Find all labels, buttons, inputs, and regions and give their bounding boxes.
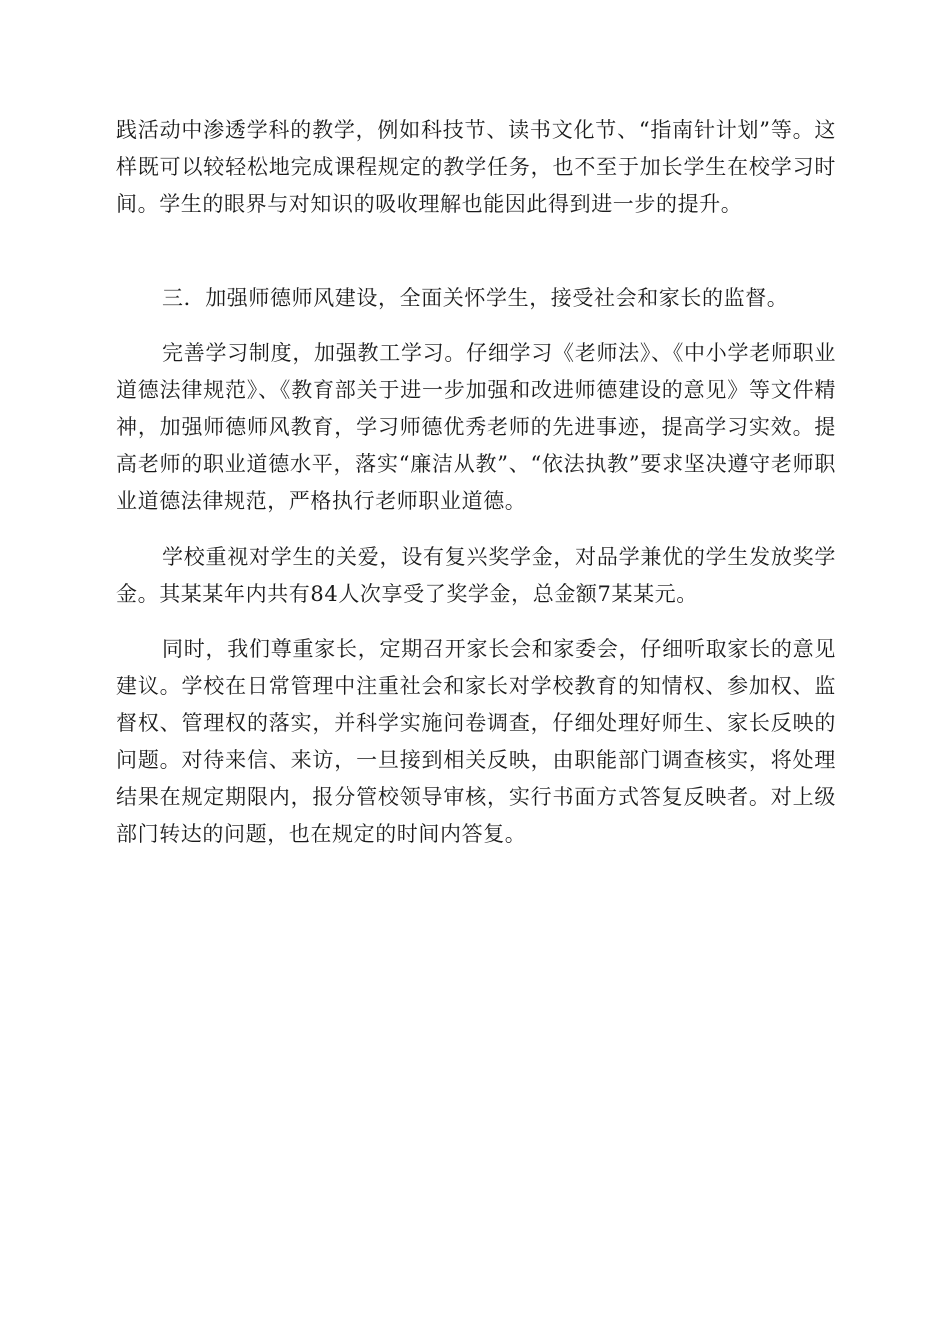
- document-paragraph: [116, 539, 836, 613]
- paragraph-text: 同时，我们尊重家长，定期召开家长会和家委会，仔细听取家长的意见建议。学校在日常管理中注重社会和家长对学校教育的知情权、参加权、监督权、管理权的落实，并科学实施问卷调查，仔细处理好师生、家长反映的问题。对待来信、来访，一旦接到相关反映，由职能部门调查核实，将处理结果在规定期限内，报分管校领导审核，实行书面方式答复反映者。对上级部门转达的问题，也在规定的时间内答复。: [116, 637, 836, 846]
- paragraph-text: 学校重视对学生的关爱，设有复兴奖学金，对品学兼优的学生发放奖学金。其某某年内共有84人次享受了奖学金，总金额7某某元。: [116, 545, 836, 606]
- document-paragraph-continued: [116, 112, 836, 223]
- document-paragraph: [116, 335, 836, 520]
- section-heading: [116, 280, 836, 317]
- document-paragraph: [116, 631, 836, 853]
- section-heading-text: 三．加强师德师风建设，全面关怀学生，接受社会和家长的监督。: [162, 286, 789, 310]
- paragraph-text: 完善学习制度，加强教工学习。仔细学习《老师法》、《中小学老师职业道德法律规范》、《教育部关于进一步加强和改进师德建设的意见》等文件精神，加强师德师风教育，学习师德优秀老师的先进事迹，提高学习实效。提高老师的职业道德水平，落实“廉洁从教”、“依法执教”要求坚决遵守老师职业道德法律规范，严格执行老师职业道德。: [116, 341, 836, 513]
- paragraph-text: 践活动中渗透学科的教学，例如科技节、读书文化节、“指南针计划”等。这样既可以较轻松地完成课程规定的教学任务，也不至于加长学生在校学习时间。学生的眼界与对知识的吸收理解也能因此得到进一步的提升。: [116, 118, 836, 216]
